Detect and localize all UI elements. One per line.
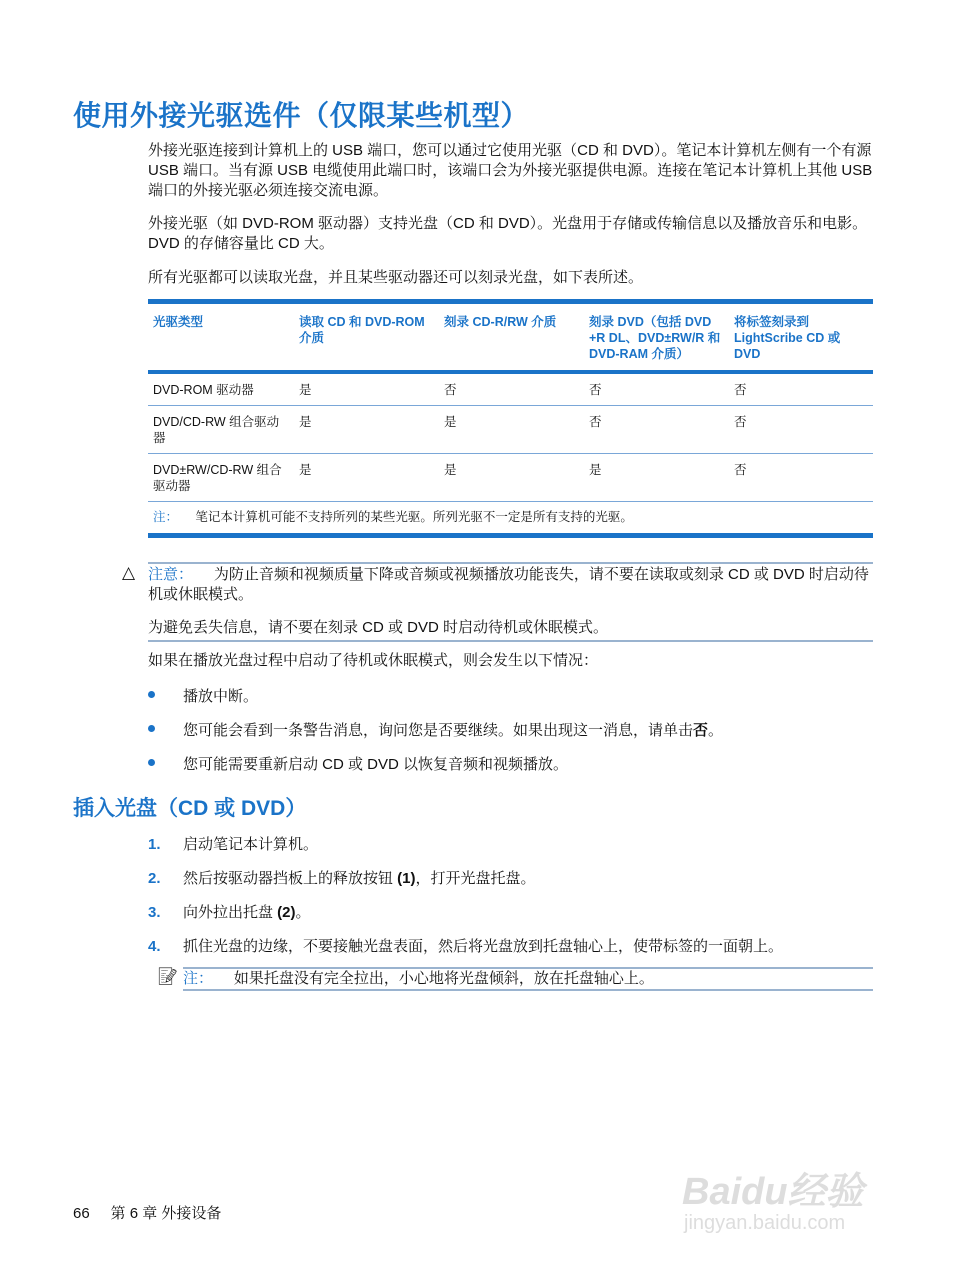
- watermark-url: jingyan.baidu.com: [684, 1212, 846, 1234]
- page-number: 66: [73, 1205, 90, 1222]
- bullet-icon: [148, 759, 155, 766]
- step-item: 3. 向外拉出托盘 (2)。: [148, 904, 311, 921]
- table-cell: 是: [439, 406, 584, 454]
- col-header: 读取 CD 和 DVD-ROM 介质: [299, 315, 425, 345]
- table-cell: DVD-ROM 驱动器: [148, 372, 294, 406]
- step-item: 1. 启动笔记本计算机。: [148, 836, 319, 853]
- table-cell: DVD±RW/CD-RW 组合驱动器: [148, 454, 294, 502]
- table-cell: 否: [439, 372, 584, 406]
- watermark-logo: Baidu经验: [682, 1171, 864, 1213]
- table-cell: 是: [294, 454, 439, 502]
- paragraph: 外接光驱连接到计算机上的 USB 端口，您可以通过它使用光驱（CD 和 DVD）。笔记本计算机左侧有一个有源 USB 端口。当有源 USB 电缆使用此端口时，该端口会为外接光驱提供电源。连接在笔记本计算机上其他 USB 端口的外接光驱必须连接交流电源。: [148, 142, 873, 199]
- paragraph: 外接光驱（如 DVD-ROM 驱动器）支持光盘（CD 和 DVD）。光盘用于存储或传输信息以及播放音乐和电影。DVD 的存储容量比 CD 大。: [148, 215, 868, 252]
- table-cell: 是: [584, 454, 729, 502]
- caution-text: 为防止音频和视频质量下降或音频或视频播放功能丧失，请不要在读取或刻录 CD 或 DVD 时启动待机或休眠模式。: [148, 566, 869, 603]
- drive-table: [148, 299, 873, 538]
- table-cell: DVD/CD-RW 组合驱动器: [148, 406, 294, 454]
- table-cell: 否: [584, 372, 729, 406]
- page-footer: [73, 1202, 221, 1223]
- table-row: [148, 454, 873, 502]
- bullet-icon: [148, 691, 155, 698]
- table-note-row: [148, 502, 873, 536]
- step-item: 2. 然后按驱动器挡板上的释放按钮 (1)，打开光盘托盘。: [148, 870, 536, 887]
- table-note: 注： 笔记本计算机可能不支持所列的某些光驱。所列光驱不一定是所有支持的光驱。: [148, 502, 873, 536]
- chapter-label: 第 6 章 外接设备: [110, 1205, 222, 1222]
- section-title: 插入光盘（CD 或 DVD）: [73, 797, 307, 820]
- table-cell: 是: [294, 406, 439, 454]
- bullet-icon: [148, 725, 155, 732]
- col-header: 光驱类型: [153, 315, 204, 329]
- table-header-row: [148, 302, 873, 373]
- paragraph: 所有光驱都可以读取光盘，并且某些驱动器还可以刻录光盘，如下表所述。: [148, 269, 644, 286]
- table-cell: 是: [439, 454, 584, 502]
- table-cell: 否: [584, 406, 729, 454]
- caution-box: [148, 562, 873, 642]
- note-pencil-icon: 📝︎: [157, 967, 179, 986]
- table-row: [148, 372, 873, 406]
- note-box: 注： 如果托盘没有完全拉出，小心地将光盘倾斜，放在托盘轴心上。: [183, 967, 873, 991]
- col-header: 刻录 DVD（包括 DVD +R DL、DVD±RW/R 和 DVD-RAM 介质）: [589, 315, 721, 361]
- col-header: 将标签刻录到 LightScribe CD 或 DVD: [734, 315, 841, 361]
- table-cell: 是: [294, 372, 439, 406]
- page-title: 使用外接光驱选件（仅限某些机型）: [73, 100, 530, 131]
- table-row: [148, 406, 873, 454]
- caution-label: 注意：: [148, 566, 194, 583]
- caution-text: 为避免丢失信息，请不要在刻录 CD 或 DVD 时启动待机或休眠模式。: [148, 619, 609, 636]
- table-cell: 否: [729, 454, 873, 502]
- table-cell: 否: [729, 406, 873, 454]
- col-header: 刻录 CD-R/RW 介质: [444, 315, 557, 329]
- table-cell: 否: [729, 372, 873, 406]
- caution-triangle-icon: △: [122, 563, 136, 582]
- paragraph: 如果在播放光盘过程中启动了待机或休眠模式，则会发生以下情况：: [148, 652, 599, 669]
- step-item: 4. 抓住光盘的边缘，不要接触光盘表面，然后将光盘放到托盘轴心上，使带标签的一面朝上。: [148, 938, 784, 955]
